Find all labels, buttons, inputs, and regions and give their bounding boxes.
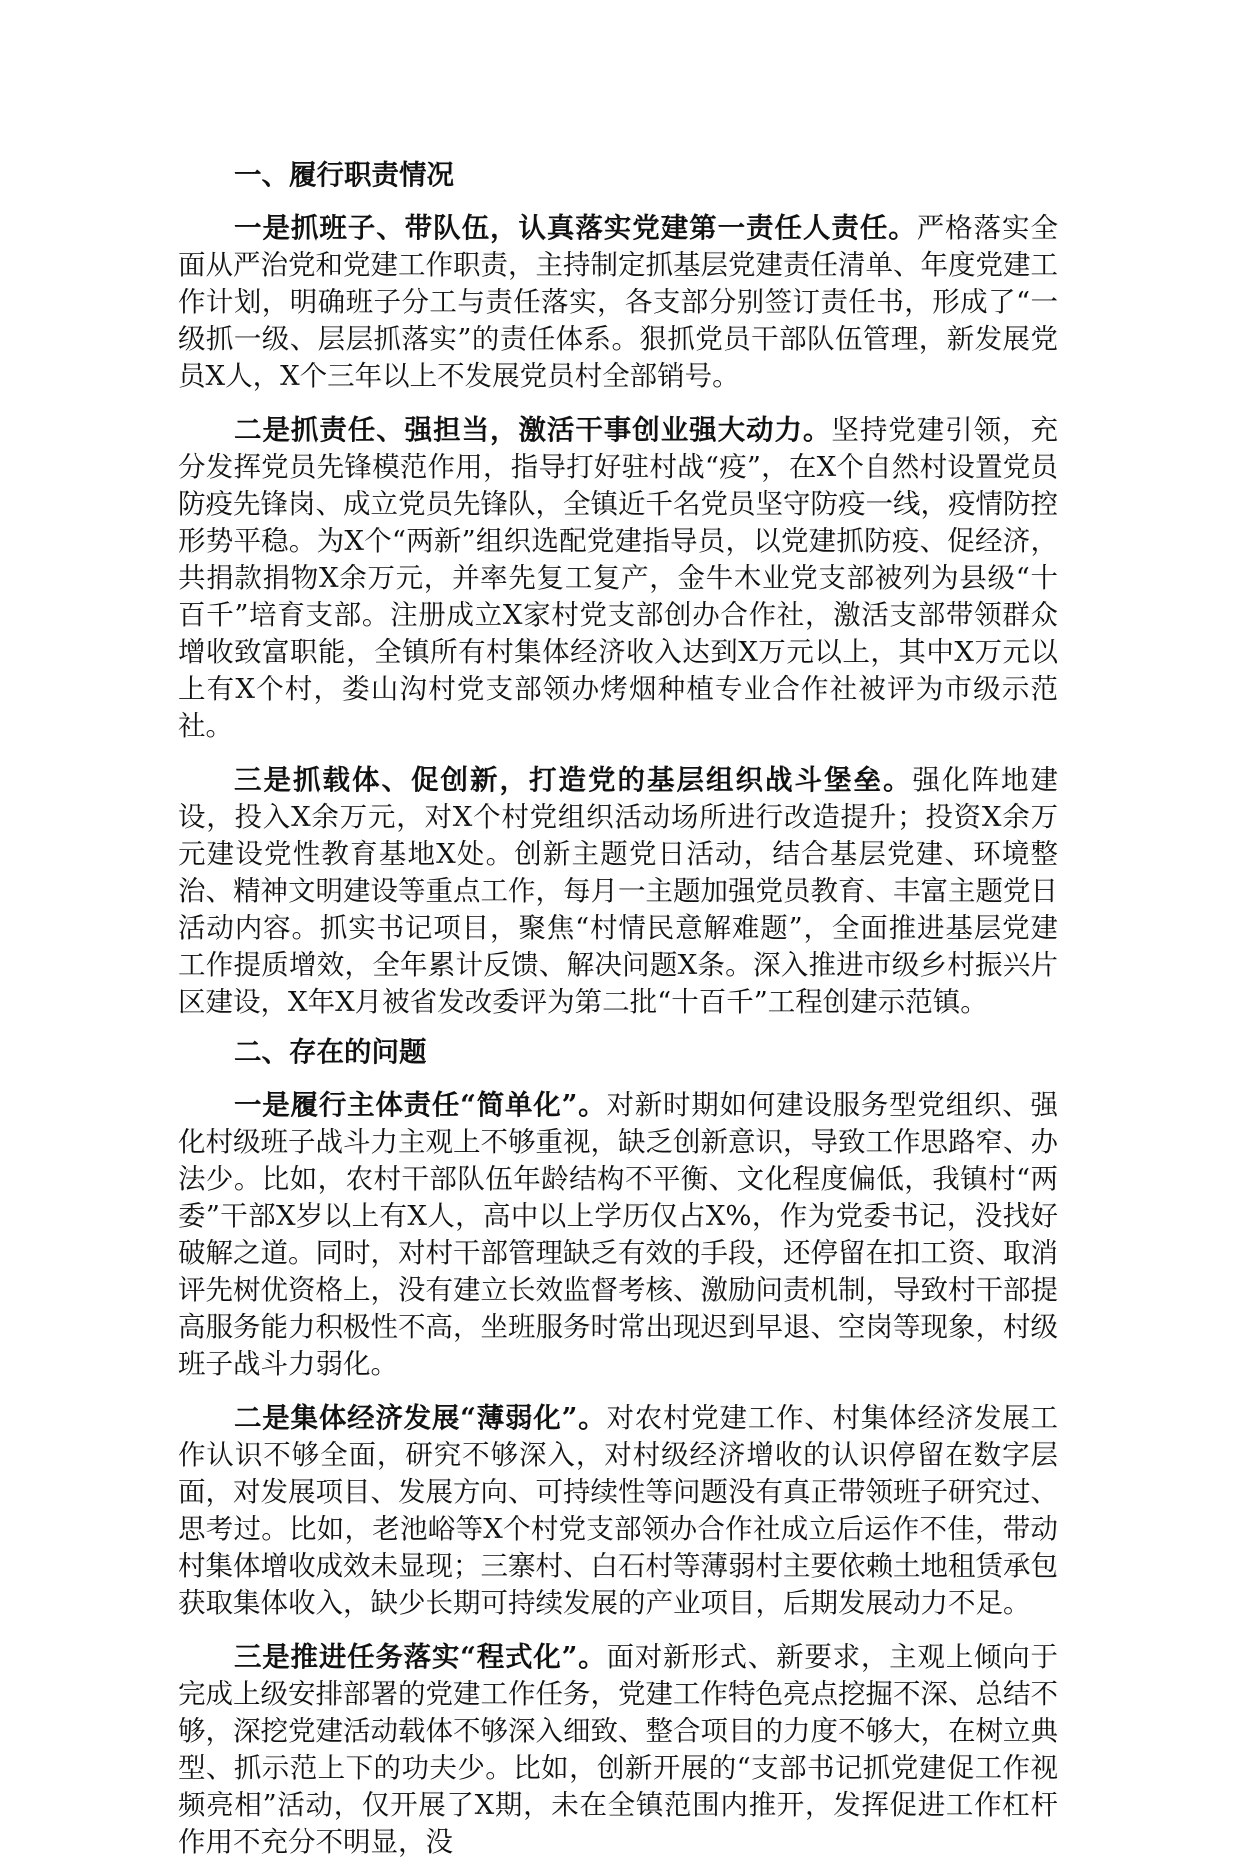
paragraph-problem-economy (178, 1400, 1058, 1622)
paragraph-body: 坚持党建引领，充分发挥党员先锋模范作用，指导打好驻村战“疫”，在X个自然村设置党员防疫先锋岗、成立党员先锋队，全镇近千名党员坚守防疫一线，疫情防控形势平稳。为X个“两新”组织选配党建指导员，以党建抓防疫、促经济，共捐款捐物X余万元，并率先复工复产，金牛木业党支部被列为县级“十百千”培育支部。注册成立X家村党支部创办合作社，激活支部带领群众增收致富职能，全镇所有村集体经济收入达到X万元以上，其中X万元以上有X个村，娄山沟村党支部领办烤烟种植专业合作社被评为市级示范社。 (178, 414, 1058, 742)
paragraph-lead: 一是履行主体责任“简单化”。 (234, 1089, 607, 1121)
paragraph-body: 面对新形式、新要求，主观上倾向于完成上级安排部署的党建工作任务，党建工作特色亮点挖掘不深、总结不够，深挖党建活动载体不够深入细致、整合项目的力度不够大，在树立典型、抓示范上下的功夫少。比如，创新开展的“支部书记抓党建促工作视频亮相”活动，仅开展了X期，未在全镇范围内推开，发挥促进工作杠杆作用不充分不明显，没 (178, 1641, 1059, 1858)
paragraph-innovation (178, 762, 1058, 1021)
paragraph-body: 对新时期如何建设服务型党组织、强化村级班子战斗力主观上不够重视，缺乏创新意识，导致工作思路窄、办法少。比如，农村干部队伍年龄结构不平衡、文化程度偏低，我镇村“两委”干部X岁以上有X人，高中以上学历仅占X%，作为党委书记，没找好破解之道。同时，对村干部管理缺乏有效的手段，还停留在扣工资、取消评先树优资格上，没有建立长效监督考核、激励问责机制，导致村干部提高服务能力积极性不高，坐班服务时常出现迟到早退、空岗等现象，村级班子战斗力弱化。 (178, 1089, 1059, 1380)
section-heading-duties: 一、履行职责情况 (234, 159, 454, 191)
paragraph-body: 强化阵地建设，投入X余万元，对X个村党组织活动场所进行改造提升；投资X余万元建设党性教育基地X处。创新主题党日活动，结合基层党建、环境整治、精神文明建设等重点工作，每月一主题加强党员教育、丰富主题党日活动内容。抓实书记项目，聚焦“村情民意解难题”，全面推进基层党建工作提质增效，全年累计反馈、解决问题X条。深入推进市级乡村振兴片区建设，X年X月被省发改委评为第二批“十百千”工程创建示范镇。 (178, 764, 1058, 1018)
paragraph-lead: 一是抓班子、带队伍，认真落实党建第一责任人责任。 (234, 212, 917, 244)
paragraph-problem-formalism (178, 1639, 1058, 1861)
document-page (178, 155, 1058, 1861)
paragraph-lead: 三是抓载体、促创新，打造党的基层组织战斗堡垒。 (234, 764, 913, 796)
paragraph-responsibility (178, 412, 1058, 745)
paragraph-team-building (178, 210, 1058, 395)
paragraph-body: 严格落实全面从严治党和党建工作职责，主持制定抓基层党建责任清单、年度党建工作计划，明确班子分工与责任落实，各支部分别签订责任书，形成了“一级抓一级、层层抓落实”的责任体系。狠抓党员干部队伍管理，新发展党员X人，X个三年以上不发展党员村全部销号。 (178, 212, 1059, 392)
paragraph-lead: 二是抓责任、强担当，激活干事创业强大动力。 (234, 414, 832, 446)
section-heading-problems: 二、存在的问题 (234, 1036, 427, 1068)
paragraph-lead: 三是推进任务落实“程式化”。 (234, 1641, 607, 1673)
paragraph-lead: 二是集体经济发展“薄弱化”。 (234, 1402, 607, 1434)
paragraph-body: 对农村党建工作、村集体经济发展工作认识不够全面，研究不够深入，对村级经济增收的认识停留在数字层面，对发展项目、发展方向、可持续性等问题没有真正带领班子研究过、思考过。比如，老池峪等X个村党支部领办合作社成立后运作不佳，带动村集体增收成效未显现；三寨村、白石村等薄弱村主要依赖土地租赁承包获取集体收入，缺少长期可持续发展的产业项目，后期发展动力不足。 (178, 1402, 1059, 1619)
paragraph-problem-simplification (178, 1087, 1058, 1383)
